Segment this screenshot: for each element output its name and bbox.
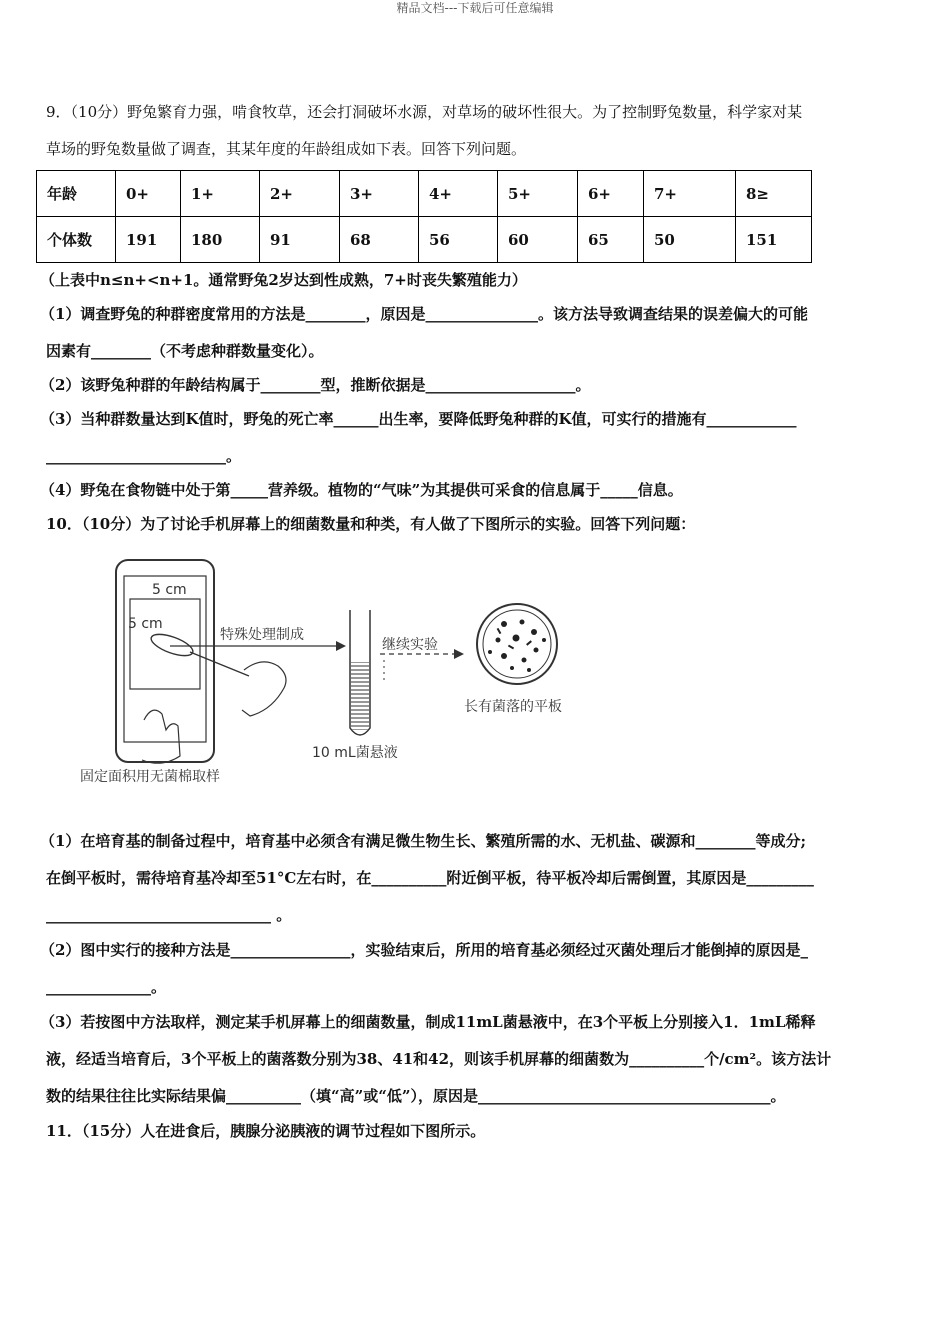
experiment-figure [74, 552, 594, 792]
table-row [37, 217, 812, 263]
q9-line1: 9．（10分）野兔繁育力强，啃食牧草，还会打洞破坏水源，对草场的破坏性很大。为了控制野兔数量，科学家对某 [46, 103, 803, 121]
q10-part3-line3: 数的结果往往比实际结果偏__________（填“高”或“低”），原因是_______________________________________。 [46, 1087, 786, 1105]
q10-part2-line2: ______________。 [46, 978, 167, 996]
q9-line2: 草场的野兔数量做了调查，其某年度的年龄组成如下表。回答下列问题。 [46, 140, 527, 158]
table-cell: 50 [644, 217, 736, 263]
phone-screen [124, 576, 206, 742]
table-cell: 2+ [260, 171, 340, 217]
table-cell: 151 [736, 217, 812, 263]
q10-part2-line1: （2）图中实行的接种方法是________________，实验结束后，所用的培育基必须经过灭菌处理后才能倒掉的原因是_ [40, 941, 808, 959]
q9-note: （上表中n≤n+<n+1。通常野兔2岁达到性成熟，7+时丧失繁殖能力） [40, 271, 527, 289]
q10-part1-line1: （1）在培育基的制备过程中，培育基中必须含有满足微生物生长、繁殖所需的水、无机盐、碳源和________等成分; [40, 832, 806, 850]
width-label: 5 cm [152, 582, 187, 598]
sample-area [130, 599, 200, 689]
table-cell: 1+ [181, 171, 260, 217]
q10-intro: 10．（10分）为了讨论手机屏幕上的细菌数量和种类，有人做了下图所示的实验。回答下列问题： [46, 515, 696, 533]
q10-part3-line2: 液，经适当培育后，3个平板上的菌落数分别为38、41和42，则该手机屏幕的细菌数为__________个/cm²。该方法计 [46, 1050, 832, 1068]
table-cell: 7+ [644, 171, 736, 217]
table-cell: 68 [340, 217, 419, 263]
arrow1-label: 特殊处理制成 [220, 627, 304, 643]
table-cell: 4+ [419, 171, 498, 217]
tube-label: 10 mL菌悬液 [312, 745, 398, 761]
table-cell: 60 [498, 217, 578, 263]
height-label: 5 cm [128, 616, 163, 632]
table-cell: 个体数 [37, 217, 116, 263]
right-hand-icon [242, 662, 286, 716]
q9-part1-line2: 因素有________（不考虑种群数量变化）。 [46, 342, 324, 360]
table-cell: 6+ [578, 171, 644, 217]
plate-label: 长有菌落的平板 [464, 699, 562, 715]
table-cell: 0+ [116, 171, 181, 217]
table-cell: 3+ [340, 171, 419, 217]
q9-part1-line1: （1）调查野兔的种群密度常用的方法是________，原因是_______________。该方法导致调查结果的误差偏大的可能 [40, 305, 808, 323]
table-cell: 56 [419, 217, 498, 263]
petri-dish-inner [483, 610, 551, 678]
q9-part4: （4）野兔在食物链中处于第_____营养级。植物的“气味”为其提供可采食的信息属于_____信息。 [40, 481, 683, 499]
left-hand-icon [142, 710, 180, 763]
petri-dish-outer [477, 604, 557, 684]
arrow-head-icon [336, 641, 346, 651]
q9-part3-line2: ________________________。 [46, 447, 242, 465]
q9-part2: （2）该野兔种群的年龄结构属于________型，推断依据是____________________。 [40, 376, 591, 394]
table-cell: 5+ [498, 171, 578, 217]
dashed-arrow-head-icon [454, 649, 464, 659]
table-row [37, 171, 812, 217]
swab-head [149, 630, 196, 660]
q11-intro: 11．（15分）人在进食后，胰腺分泌胰液的调节过程如下图所示。 [46, 1122, 486, 1140]
q10-part1-line2: 在倒平板时，需待培育基冷却至51°C左右时，在__________附近倒平板，待平板冷却后需倒置，其原因是_________ [46, 869, 814, 887]
table-cell: 8≥ [736, 171, 812, 217]
colonies-icon [488, 620, 546, 673]
table-cell: 191 [116, 217, 181, 263]
table-cell: 65 [578, 217, 644, 263]
q10-part1-line3: ______________________________ 。 [46, 906, 292, 924]
table-cell: 年龄 [37, 171, 116, 217]
age-composition-table [36, 170, 812, 263]
table-cell: 91 [260, 217, 340, 263]
page-header: 精品文档---下载后可任意编辑 [396, 1, 554, 15]
q9-part3-line1: （3）当种群数量达到K值时，野兔的死亡率______出生率，要降低野兔种群的K值，可实行的措施有____________ [40, 410, 797, 428]
suspension-liquid [351, 662, 369, 730]
swab-stick [190, 652, 249, 676]
table-cell: 180 [181, 217, 260, 263]
phone-label: 固定面积用无菌棉取样 [80, 769, 220, 785]
q10-part3-line1: （3）若按图中方法取样，测定某手机屏幕上的细菌数量，制成11mL菌悬液中，在3个平板上分别接入1．1mL稀释 [40, 1013, 816, 1031]
arrow2-label: 继续实验 [382, 637, 438, 653]
